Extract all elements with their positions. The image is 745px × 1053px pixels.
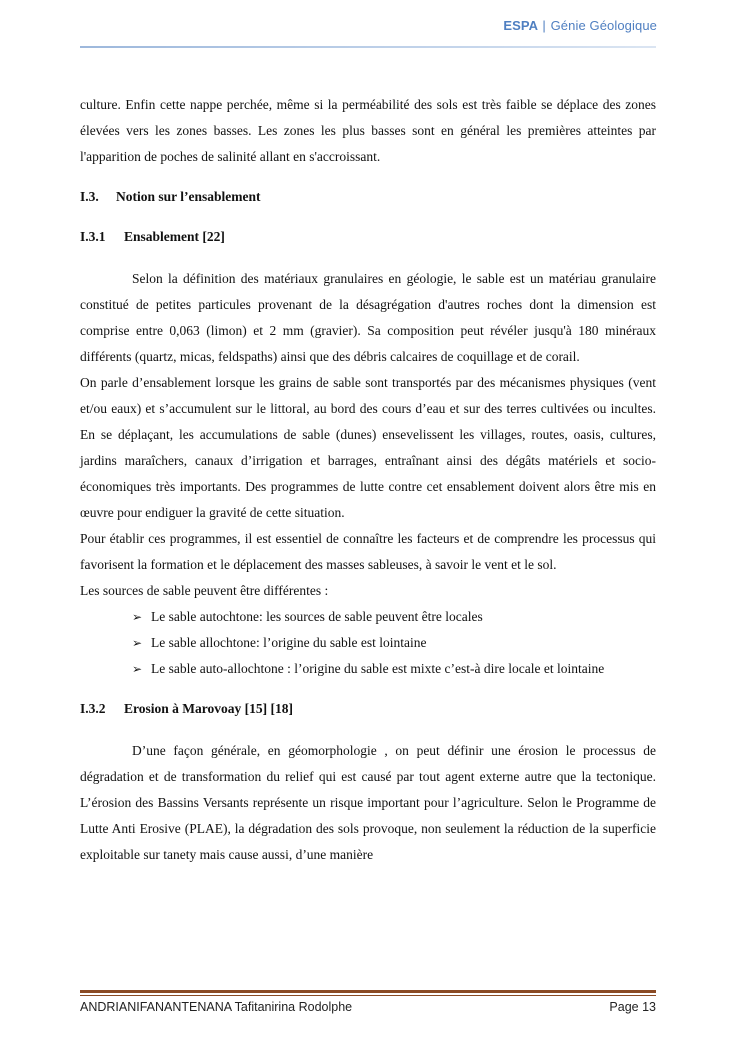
list-item-text: Le sable allochtone: l’origine du sable est lointaine (151, 635, 427, 650)
list-item (132, 656, 656, 682)
header-department: Génie Géologique (550, 18, 657, 33)
section-heading-i3 (80, 184, 656, 210)
list-item-text: Le sable auto-allochtone : l’origine du sable est mixte c’est-à dire locale et lointaine (151, 661, 605, 676)
subsection-number: I.3.2 (80, 701, 106, 716)
header-separator: | (542, 18, 546, 33)
arrow-bullet-icon: ➢ (132, 636, 143, 650)
section-title: Notion sur l’ensablement (116, 189, 261, 204)
subsection-title: Erosion à Marovoay [15] [18] (124, 701, 293, 716)
arrow-bullet-icon: ➢ (132, 610, 143, 624)
sources-intro-paragraph: Les sources de sable peuvent être différentes : (80, 583, 329, 598)
sand-sources-list (80, 604, 656, 682)
footer-author: ANDRIANIFANANTENANA Tafitanirina Rodolphe (80, 1000, 353, 1014)
list-item (132, 604, 656, 630)
section-number: I.3. (80, 189, 99, 204)
erosion-paragraph: D’une façon générale, en géomorphologie , on peut définir une érosion le processus de dégradation et de transformation du relief qui est causé par tout agent externe autre que la tectonique. L’érosion des Bassins Versants représente un risque important pour l’agriculture. Selon le Programme de Lutte Anti Erosive (PLAE), la dégradation des sols provoque, non seulement la réduction de la superficie exploitable sur tanety mais cause aussi, d’une manière (80, 743, 656, 862)
intro-paragraph: culture. Enfin cette nappe perchée, même si la perméabilité des sols est très faible se déplace des zones élevées vers les zones basses. Les zones les plus basses sont en général les premières atteintes par l'apparition de poches de salinité allant en s'accroissant. (80, 97, 656, 164)
header-divider (80, 46, 656, 48)
header-institution: ESPA (503, 18, 538, 33)
footer-divider (80, 990, 656, 993)
subsection-heading-i32 (80, 696, 656, 722)
footer-divider-thin (80, 995, 656, 996)
list-item-text: Le sable autochtone: les sources de sable peuvent être locales (151, 609, 483, 624)
arrow-bullet-icon: ➢ (132, 662, 143, 676)
subsection-title: Ensablement [22] (124, 229, 225, 244)
subsection-number: I.3.1 (80, 229, 106, 244)
ensablement-paragraph: On parle d’ensablement lorsque les grains de sable sont transportés par des mécanismes physiques (vent et/ou eaux) et s’accumulent sur le littoral, au bord des cours d’eau et sur des terres cultivées ou incultes. En se déplaçant, les accumulations de sable (dunes) ensevelissent les villages, routes, oasis, cultures, jardins maraîchers, canaux d’irrigation et barrages, entraînant ainsi des dégâts matériels et socio-économiques très importants. Des programmes de lutte contre cet ensablement doivent alors être mis en œuvre pour endiguer la gravité de cette situation. (80, 375, 656, 520)
sand-definition-paragraph: Selon la définition des matériaux granulaires en géologie, le sable est un matériau granulaire constitué de petites particules provenant de la désagrégation d'autres roches dont la dimension est comprise entre 0,063 (limon) et 2 mm (gravier). Sa composition peut révéler jusqu'à 180 minéraux différents (quartz, micas, feldspaths) ainsi que des débris calcaires de coquillage et de corail. (80, 271, 656, 364)
footer-page-number: Page 13 (609, 1000, 656, 1014)
page-header (503, 18, 657, 33)
list-item (132, 630, 656, 656)
subsection-heading-i31 (80, 224, 656, 250)
page-content (80, 92, 656, 868)
programmes-paragraph: Pour établir ces programmes, il est essentiel de connaître les facteurs et de comprendre les processus qui favorisent la formation et le déplacement des masses sableuses, à savoir le vent et le sol. (80, 531, 656, 572)
